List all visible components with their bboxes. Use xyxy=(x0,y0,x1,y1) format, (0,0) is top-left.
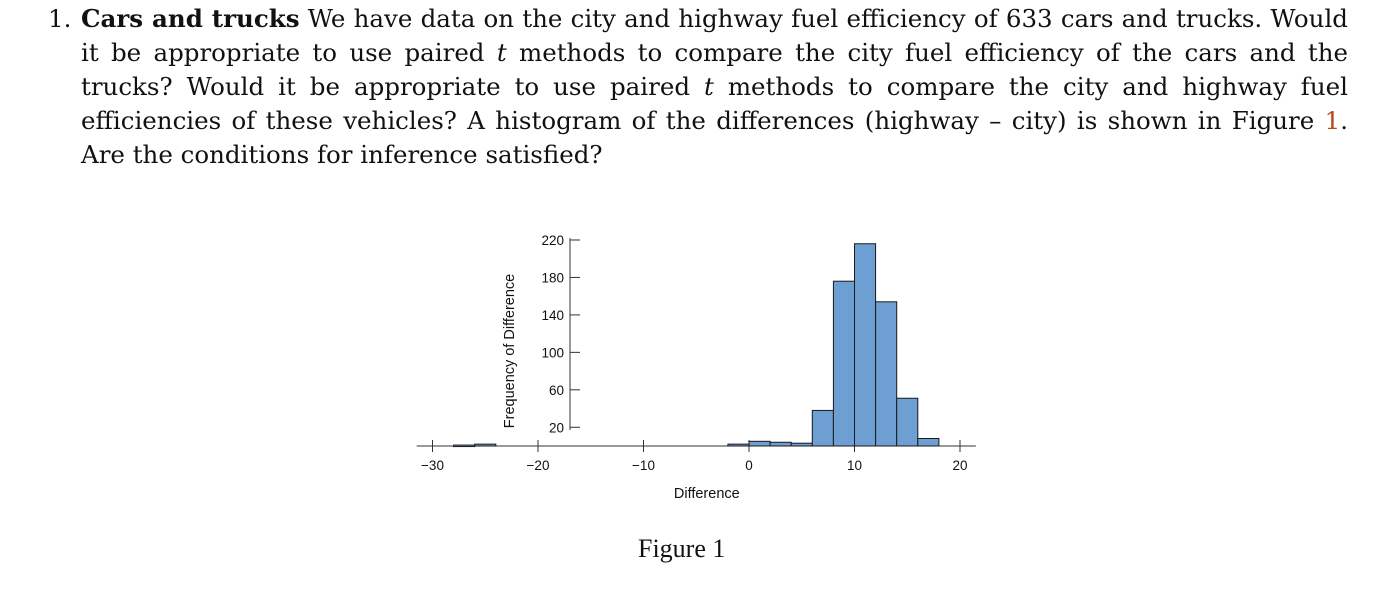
histogram-bar xyxy=(918,439,939,446)
histogram-bar xyxy=(475,444,496,446)
x-tick-label: 10 xyxy=(846,458,863,473)
problem-statement xyxy=(48,2,1348,172)
problem-text-part-2: methods to compare the city fuel efficiency of the cars and the trucks? Would it be appropriate to use paired xyxy=(81,38,1348,101)
histogram-bar xyxy=(855,244,876,446)
histogram-chart xyxy=(421,200,968,510)
histogram-bar xyxy=(897,398,918,446)
y-tick-label: 60 xyxy=(548,382,564,398)
y-tick-label: 180 xyxy=(541,270,564,286)
y-axis-title: Frequency of Difference xyxy=(502,273,518,429)
problem-title: Cars and trucks xyxy=(81,4,300,33)
y-tick-label: 220 xyxy=(541,233,564,248)
y-axis xyxy=(541,233,580,435)
histogram-bar xyxy=(876,302,897,446)
figure-caption: Figure 1 xyxy=(638,534,726,563)
histogram-bars xyxy=(454,244,939,447)
histogram-bar xyxy=(812,410,833,446)
problem-body xyxy=(81,2,1348,172)
x-tick-label: −20 xyxy=(526,458,550,473)
problem-text-part-3: methods to compare the city and highway fuel efficiencies of these vehicles? A histogram of the differences (highway – city) is shown in Figure xyxy=(81,72,1348,135)
y-tick-label: 20 xyxy=(548,420,564,436)
histogram-bar xyxy=(749,441,770,446)
x-axis-title: Difference xyxy=(673,486,740,502)
x-tick-label: −30 xyxy=(421,458,444,473)
y-tick-label: 100 xyxy=(541,345,564,361)
x-tick-label: 0 xyxy=(745,458,753,473)
histogram-bar xyxy=(791,443,812,446)
histogram-bar xyxy=(833,281,854,446)
problem-text-part-4: . Are the conditions for inference satisfied? xyxy=(81,106,1348,169)
problem-text-part-1: We have data on the city and highway fuel efficiency of 633 cars and trucks. Would it be appropriate to use paired xyxy=(81,4,1348,67)
t-variable: t xyxy=(703,72,714,101)
t-variable: t xyxy=(496,38,507,67)
figure-reference-link[interactable]: 1 xyxy=(1324,106,1341,135)
x-tick-label: −10 xyxy=(632,458,655,473)
x-tick-label: 20 xyxy=(952,458,968,473)
histogram-bar xyxy=(770,442,791,446)
histogram-bar xyxy=(728,444,749,446)
y-tick-label: 140 xyxy=(541,307,564,323)
histogram-bar xyxy=(454,445,475,447)
problem-number: 1. xyxy=(48,4,72,33)
